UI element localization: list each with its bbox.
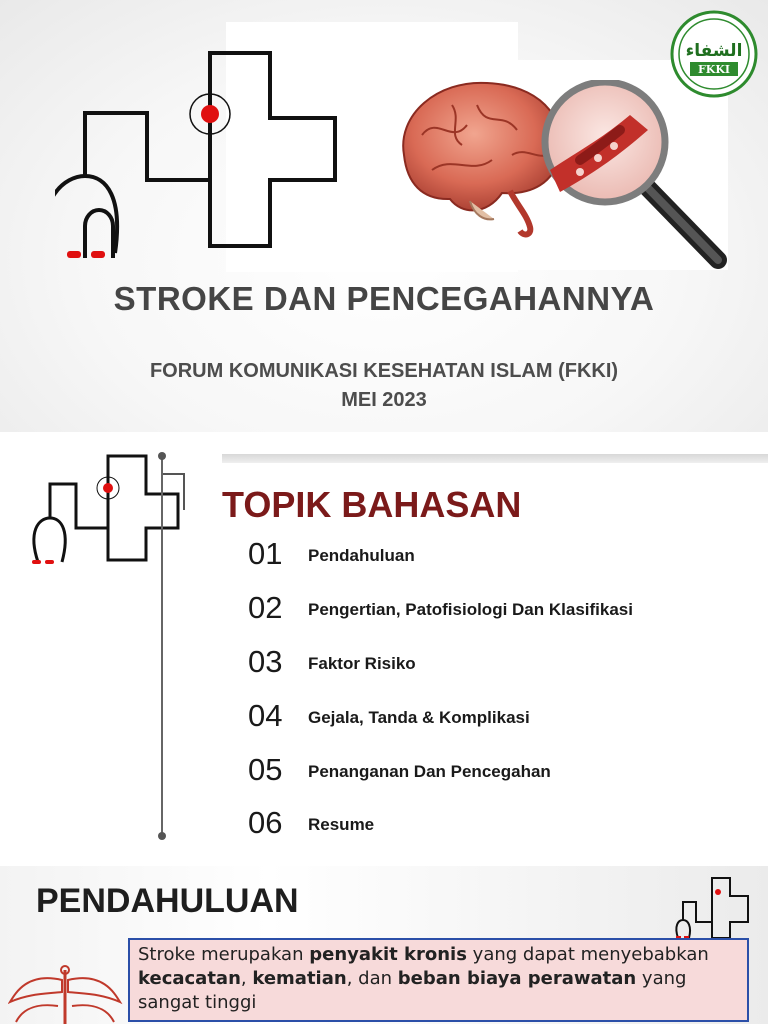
agenda-label: Pengertian, Patofisiologi Dan Klasifikasi xyxy=(308,600,633,619)
box-text: Stroke merupakan xyxy=(138,944,310,965)
definition-box xyxy=(128,938,749,1022)
box-text: yang sangat tinggi xyxy=(138,968,687,1013)
agenda-number: 04 xyxy=(248,698,283,733)
caduceus-icon xyxy=(8,962,123,1024)
agenda-number: 03 xyxy=(248,644,283,679)
agenda-number: 02 xyxy=(248,590,283,625)
svg-text:الشفاء: الشفاء xyxy=(685,41,743,61)
box-bold-text: kecacatan xyxy=(138,968,241,989)
box-bold-text: beban biaya perawatan xyxy=(397,968,637,989)
agenda-label: Penanganan Dan Pencegahan xyxy=(308,762,551,781)
box-text: , xyxy=(240,968,253,989)
box-bold-text: penyakit kronis xyxy=(309,944,467,965)
agenda-title: TOPIK BAHASAN xyxy=(222,484,522,525)
box-text: , dan xyxy=(346,968,398,989)
box-bold-text: kematian xyxy=(252,968,347,989)
agenda-number: 01 xyxy=(248,536,283,571)
agenda-label: Resume xyxy=(308,815,375,834)
stethoscope-cross-icon xyxy=(20,452,200,842)
agenda-number: 05 xyxy=(248,752,283,787)
header-rule xyxy=(222,454,768,463)
date-line: MEI 2023 xyxy=(341,389,427,411)
agenda-number: 06 xyxy=(248,805,283,840)
agenda-slide xyxy=(0,434,768,866)
stethoscope-cross-icon xyxy=(55,48,345,263)
intro-slide xyxy=(0,866,768,1024)
agenda-label: Faktor Risiko xyxy=(308,654,416,673)
stethoscope-cross-icon xyxy=(672,876,762,940)
fkki-logo xyxy=(670,10,758,98)
title-slide xyxy=(0,0,768,432)
svg-text:FKKI: FKKI xyxy=(697,63,731,76)
organizer-line: FORUM KOMUNIKASI KESEHATAN ISLAM (FKKI) xyxy=(149,360,619,382)
presentation-title: STROKE DAN PENCEGAHANNYA xyxy=(113,280,655,317)
agenda-label: Gejala, Tanda & Komplikasi xyxy=(308,708,530,727)
magnifier-icon xyxy=(540,80,730,270)
agenda-label: Pendahuluan xyxy=(308,546,415,565)
section-title: PENDAHULUAN xyxy=(36,882,299,920)
box-text: yang dapat menyebabkan xyxy=(466,944,709,965)
